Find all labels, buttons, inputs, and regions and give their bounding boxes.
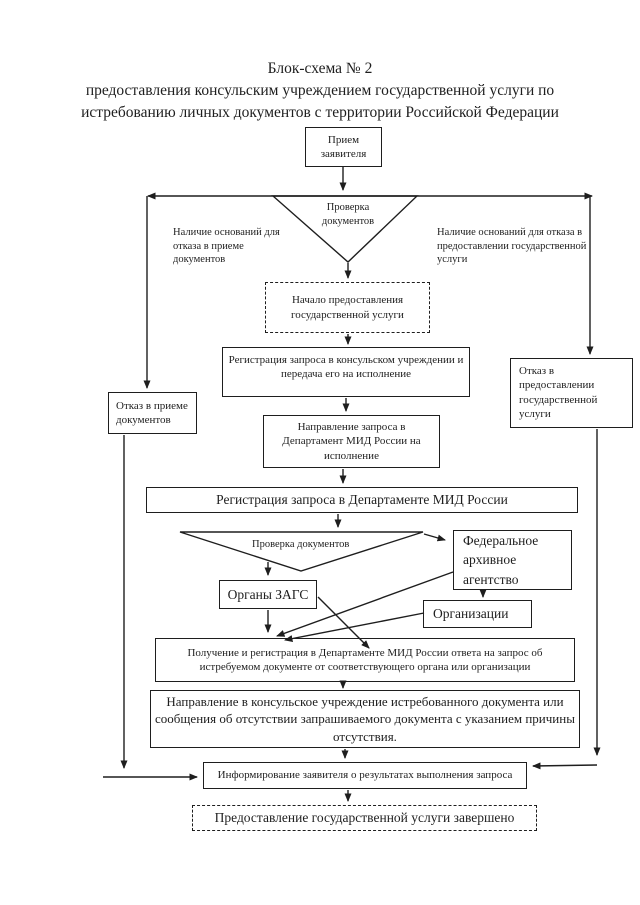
node-informirovanie: Информирование заявителя о результатах выполнения запроса <box>203 762 527 789</box>
node-reg-mid: Регистрация запроса в Департаменте МИД России <box>146 487 578 513</box>
node-napravlenie-mid: Направление запроса в Департамент МИД России на исполнение <box>263 415 440 468</box>
node-priem: Прием заявителя <box>305 127 382 167</box>
node-otkaz-predostavlenie: Отказ в предоставлении государственной услуги <box>510 358 633 428</box>
node-organizacii: Организации <box>423 600 532 628</box>
branch-label-right: Наличие оснований для отказа в предоставлении государственной услуги <box>437 227 587 266</box>
node-otkaz-priem: Отказ в приеме документов <box>108 392 197 434</box>
title-line-2: предоставления консульским учреждением государственной услуги по <box>85 82 555 99</box>
flowchart-title <box>20 58 620 124</box>
node-poluchenie-otveta: Получение и регистрация в Департаменте МИД России ответа на запрос об истребуемом документе от соответствующего органа или организации <box>155 638 575 682</box>
decision-1-label: Проверка документов <box>321 202 375 227</box>
node-organy-zags: Органы ЗАГС <box>219 580 317 609</box>
node-zaversheno: Предоставление государственной услуги завершено <box>192 805 537 831</box>
node-napravlenie-konsulskoe: Направление в консульское учреждение истребованного документа или сообщения об отсутствии запрашиваемого документа с указанием причины отсутствия. <box>150 690 580 748</box>
title-line-3: истребованию личных документов с территории Российской Федерации <box>81 104 559 121</box>
branch-label-left: Наличие оснований для отказа в приеме документов <box>173 227 280 266</box>
node-reg-konsulskoe: Регистрация запроса в консульском учреждении и передача его на исполнение <box>222 347 470 397</box>
node-fed-arhiv: Федеральное архивное агентство <box>453 530 572 590</box>
decision-2-label: Проверка документов <box>252 539 350 550</box>
title-line-1: Блок-схема № 2 <box>267 60 373 77</box>
node-nachalo: Начало предоставления государственной услуги <box>265 282 430 333</box>
